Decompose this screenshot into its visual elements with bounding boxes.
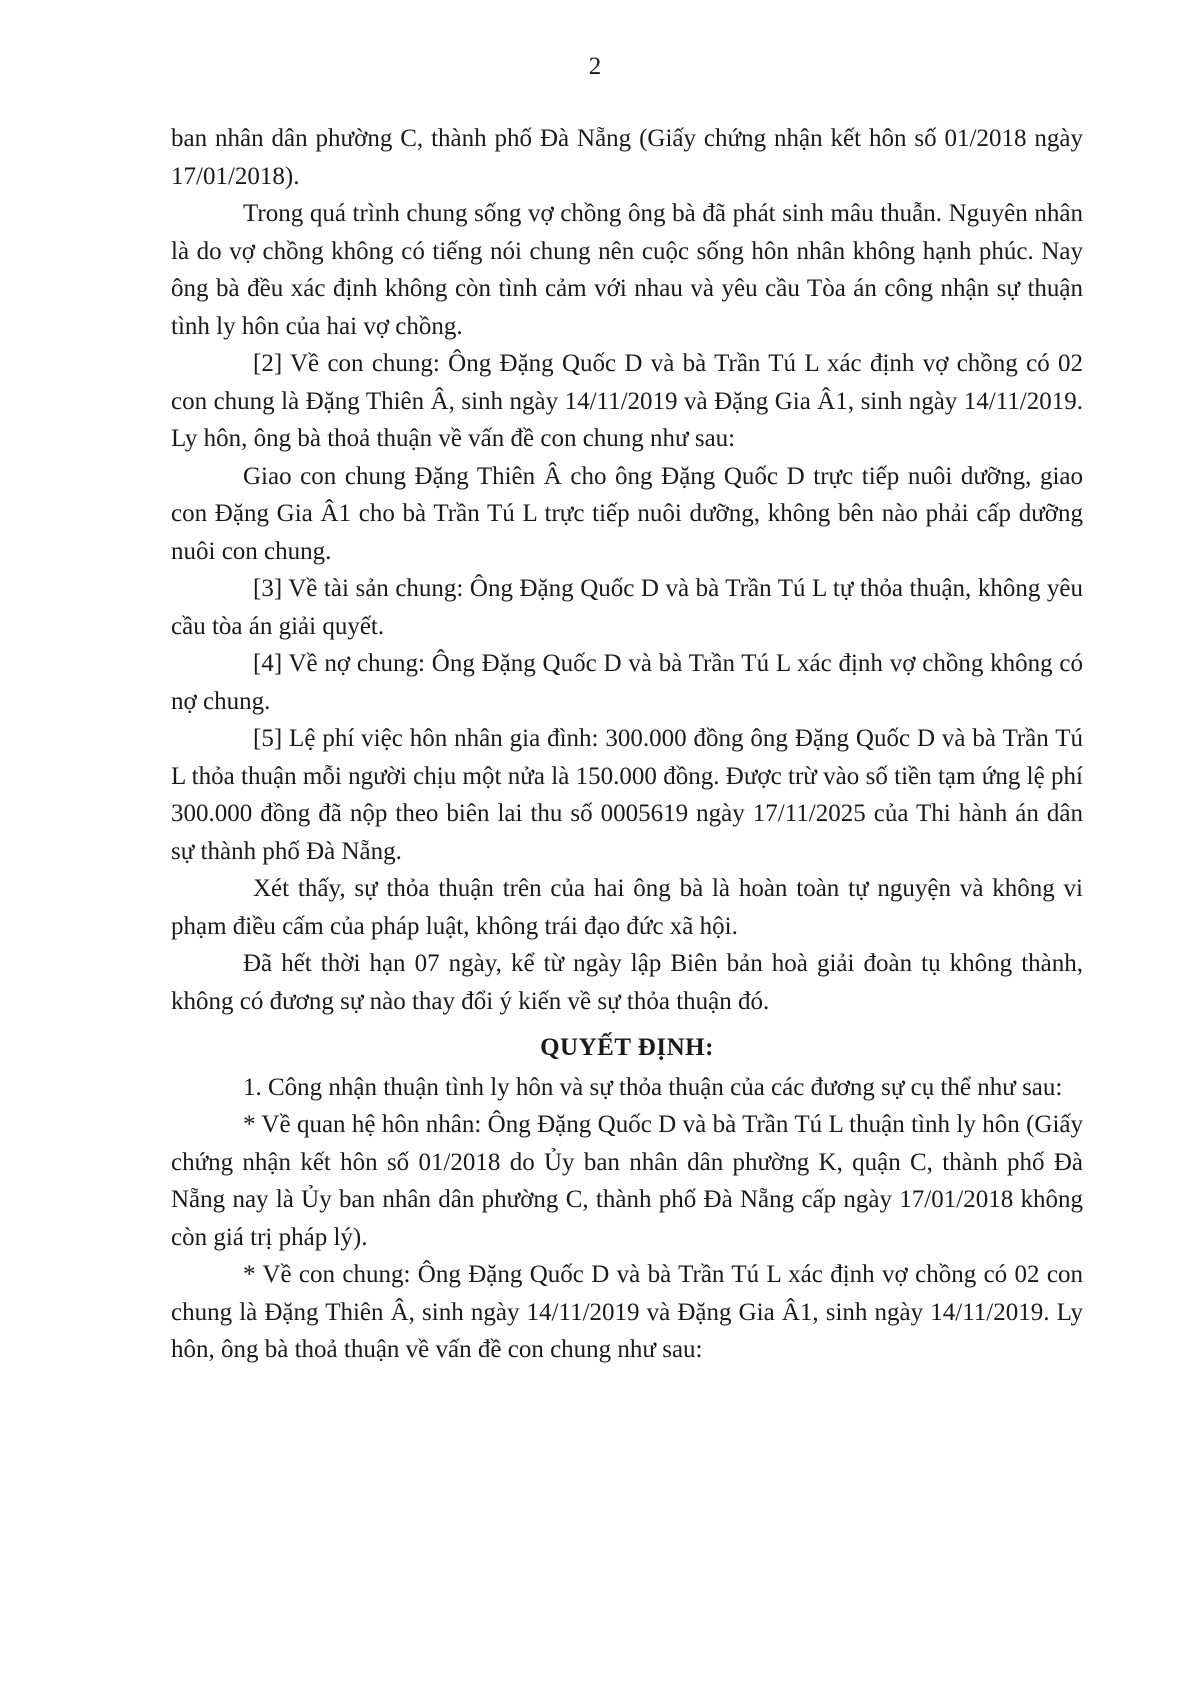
paragraph-common-property: [3] Về tài sản chung: Ông Đặng Quốc D và bà Trần Tú L tự thỏa thuận, không yêu cầu tòa án giải quyết.	[171, 575, 1083, 640]
page-number: 2	[588, 53, 602, 80]
paragraph-conflict: Trong quá trình chung sống vợ chồng ông bà đã phát sinh mâu thuẫn. Nguyên nhân là do vợ chồng không có tiếng nói chung nên cuộc sống hôn nhân không hạnh phúc. Nay ông bà đều xác định không còn tình cảm với nhau và yêu cầu Tòa án công nhận sự thuận tình ly hôn của hai vợ chồng.	[171, 200, 1083, 340]
paragraph-custody: Giao con chung Đặng Thiên Â cho ông Đặng Quốc D trực tiếp nuôi dưỡng, giao con Đặng Gia Â1 cho bà Trần Tú L trực tiếp nuôi dưỡng, không bên nào phải cấp dưỡng nuôi con chung.	[171, 462, 1083, 565]
paragraph-common-debt: [4] Về nợ chung: Ông Đặng Quốc D và bà Trần Tú L xác định vợ chồng không có nợ chung.	[171, 650, 1083, 715]
decision-children: * Về con chung: Ông Đặng Quốc D và bà Trần Tú L xác định vợ chồng có 02 con chung là Đặng Thiên Â, sinh ngày 14/11/2019 và Đặng Gia Â1, sinh ngày 14/11/2019. Ly hôn, ông bà thoả thuận về vấn đề con chung như sau:	[171, 1261, 1083, 1363]
paragraph-voluntary-agreement: Xét thấy, sự thỏa thuận trên của hai ông bà là hoàn toàn tự nguyện và không vi phạm điều cấm của pháp luật, không trái đạo đức xã hội.	[171, 875, 1083, 940]
decision-marital-relation: * Về quan hệ hôn nhân: Ông Đặng Quốc D và bà Trần Tú L thuận tình ly hôn (Giấy chứng nhận kết hôn số 01/2018 do Ủy ban nhân dân phường K, quận C, thành phố Đà Nẵng nay là Ủy ban nhân dân phường C, thành phố Đà Nẵng cấp ngày 17/01/2018 không còn giá trị pháp lý).	[171, 1111, 1083, 1251]
decision-item-1: 1. Công nhận thuận tình ly hôn và sự thỏa thuận của các đương sự cụ thể như sau:	[243, 1073, 1063, 1101]
paragraph-marriage-certificate: ban nhân dân phường C, thành phố Đà Nẵng (Giấy chứng nhận kết hôn số 01/2018 ngày 17/01/2018).	[171, 125, 1083, 190]
paragraph-deadline: Đã hết thời hạn 07 ngày, kể từ ngày lập Biên bản hoà giải đoàn tụ không thành, không có đương sự nào thay đổi ý kiến về sự thỏa thuận đó.	[171, 950, 1083, 1015]
document-body	[171, 120, 1083, 1369]
decision-heading: QUYẾT ĐỊNH:	[540, 1034, 714, 1061]
paragraph-children: [2] Về con chung: Ông Đặng Quốc D và bà Trần Tú L xác định vợ chồng có 02 con chung là Đặng Thiên Â, sinh ngày 14/11/2019 và Đặng Gia Â1, sinh ngày 14/11/2019. Ly hôn, ông bà thoả thuận về vấn đề con chung như sau:	[171, 350, 1083, 452]
paragraph-fee: [5] Lệ phí việc hôn nhân gia đình: 300.000 đồng ông Đặng Quốc D và bà Trần Tú L thỏa thuận mỗi người chịu một nửa là 150.000 đồng. Được trừ vào số tiền tạm ứng lệ phí 300.000 đồng đã nộp theo biên lai thu số 0005619 ngày 17/11/2025 của Thi hành án dân sự thành phố Đà Nẵng.	[171, 725, 1083, 865]
